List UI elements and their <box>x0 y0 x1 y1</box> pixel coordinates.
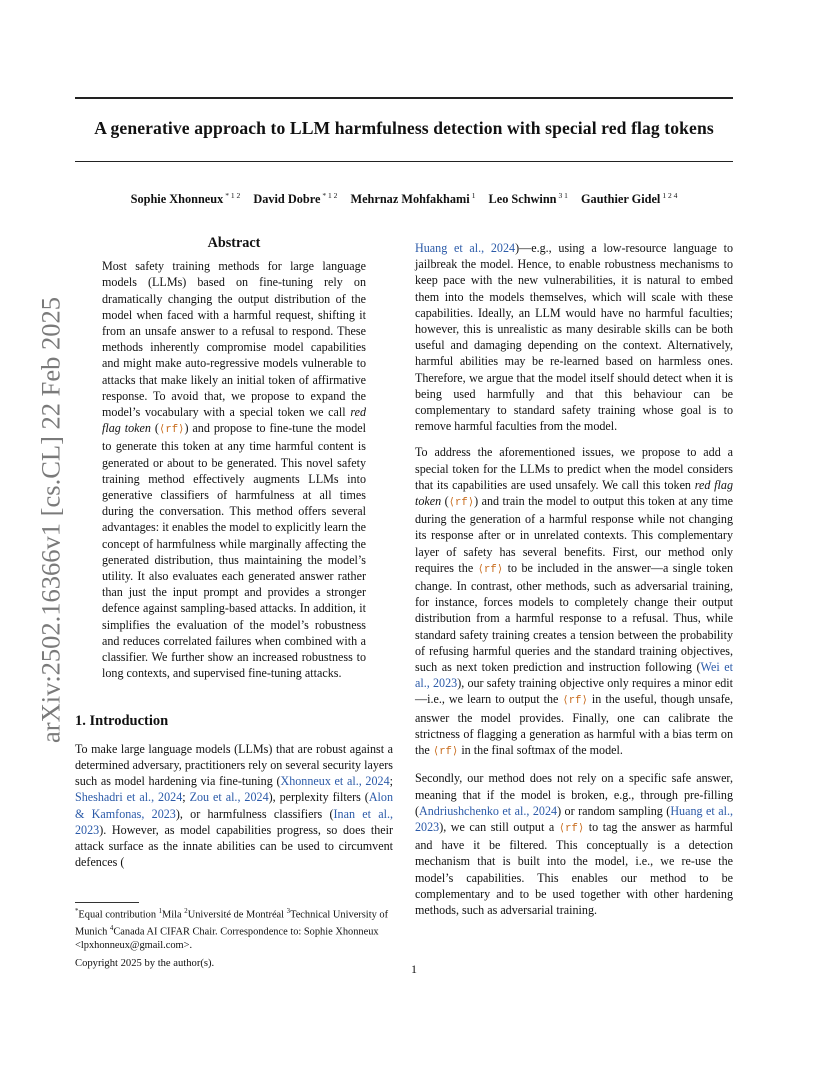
title-rule-bottom <box>75 161 733 162</box>
red-flag-token: ⟨rf⟩ <box>158 424 185 437</box>
footnote-rule <box>75 902 139 903</box>
red-flag-token: ⟨rf⟩ <box>432 746 459 759</box>
arxiv-identifier-stamp: arXiv:2502.16366v1 [cs.CL] 22 Feb 2025 <box>35 296 66 744</box>
author: Sophie Xhonneux $^{* 1 2}$ <box>130 191 241 206</box>
citation-link[interactable]: Alon & Kamfonas, 2023 <box>75 790 393 821</box>
section-heading-introduction: 1. Introduction <box>75 713 169 730</box>
citation-link[interactable]: Zou et al., 2024 <box>189 790 269 805</box>
affiliations-footnote: *Equal contribution $^1$Mila $^2$Université de Montréal $^3$Technical University of Munich $^4$Canada AI CIFAR Chair. Correspondence to: Sophie Xhonneux <lpxhonneux@gmail.com>. <box>75 908 389 951</box>
red-flag-token: ⟨rf⟩ <box>562 695 588 708</box>
page-number: 1 <box>411 962 417 976</box>
left-column <box>75 235 393 880</box>
red-flag-token: ⟨rf⟩ <box>558 822 585 835</box>
red-flag-token: ⟨rf⟩ <box>448 497 475 510</box>
abstract-heading: Abstract <box>207 235 261 251</box>
citation-link[interactable]: Wei et al., 2023 <box>415 660 733 691</box>
author: Gauthier Gidel $^{1 2 4}$ <box>580 191 678 206</box>
citation-link[interactable]: Huang et al., 2024 <box>415 241 516 255</box>
citation-link[interactable]: Xhonneux et al., 2024 <box>280 774 390 789</box>
abstract-body: Most safety training methods for large language models (LLMs) based on fine-tuning rely on dramatically changing the output distribution of the model when faced with a harmful request, shifting it from an unsafe answer to a refusal to respond. These methods inherently compromise model capabilities and might make auto-regressive models vulnerable to attacks that make likely an initial token of affirmative response. To avoid that, we propose to expand the model’s vocabulary with a special token we call red flag token (⟨rf⟩) and propose to fine-tune the model to generate this token at any time harmful content is generated or about to be generated. This novel safety training method effectively augments LLMs into generative classifiers of harmfulness at all times during the conversation. This method offers several advantages: it enables the model to explicitly learn the concept of harmfulness while marginally affecting the generated distribution, thus maintaining the model’s utility. It also evaluates each generated answer rather than just the input prompt and provides a stronger defence against sampling-based attacks. In addition, it simplifies the evaluation of the model’s robustness and reduces correlated failures when combined with a classifier. We further show an increased robustness to long contexts, and supervised fine-tuning attacks. <box>102 259 366 681</box>
method-paragraph: To address the aforementioned issues, we propose to add a special token for the LLMs to predict when the model considers that its capabilities are used unsafely. We call this token red flag token (⟨rf⟩) and train the model to output this token at any time during the generation of a harmful response while not changing its response after or in unrelated contexts. This complementary layer of safety has several benefits. First, our method only requires the ⟨rf⟩ to be included in the answer—a single token change. In contrast, other methods, such as adversarial training, for instance, forces models to completely change their output distribution from a harmful response to a refusal. Thus, while standard safety training creates a tension between the probability of refusing harmful queries and the standard training objectives, such as next token prediction and instruction following (Wei et al., 2023), our safety training objective only requires a minor edit—i.e., we learn to output the ⟨rf⟩ in the useful, though unsafe, answer the model provides. Finally, one can calibrate the strictness of flagging a generation as harmful with a bias term on the ⟨rf⟩ in the final softmax of the model. <box>415 445 733 759</box>
paper-title: A generative approach to LLM harmfulness detection with special red flag tokens <box>94 118 714 138</box>
author: Leo Schwinn $^{3 1}$ <box>488 191 568 206</box>
intro-paragraph-continued: Huang et al., 2024)—e.g., using a low-resource language to jailbreak the model. Hence, to enable robustness mechanisms to keep pace with the new vulnerabilities, it is natural to embed them into the models themselves, which will scale with these capabilities. Ideally, an LLM would have no harmful faculties; however, this is unrealistic as many desirable skills can be both useful and damaging depending on the context. Alternatively, harmful abilities may be re-learned based on harmless ones. Therefore, we argue that the model itself should detect when it is being used harmfully and that this behaviour can be complementary to standard safety training whose goal is to remove harmful faculties from the model. <box>415 241 733 434</box>
author: David Dobre $^{* 1 2}$ <box>253 191 338 206</box>
red-flag-token: ⟨rf⟩ <box>477 563 504 576</box>
citation-link[interactable]: Sheshadri et al., 2024 <box>75 790 183 805</box>
detection-paragraph: Secondly, our method does not rely on a specific safe answer, meaning that if the model is broken, e.g., through pre-filling (Andriushchenko et al., 2024) or random sampling (Huang et al., 2023), we can still output a ⟨rf⟩ to tag the answer as harmful and have it be filtered. This conceptually is a detection mechanism that is built into the model, i.e., we re-use the model’s capabilities. This enables our method to be complementary and to be used together with other hardening methods, such as adversarial training. <box>415 771 733 917</box>
copyright-notice: Copyright 2025 by the author(s). <box>75 958 215 969</box>
title-rule-top <box>75 97 733 99</box>
citation-link[interactable]: Andriushchenko et al., 2024 <box>419 803 558 818</box>
author-list <box>60 191 748 207</box>
citation-link[interactable]: Inan et al., 2023 <box>75 806 394 837</box>
intro-paragraph: To make large language models (LLMs) that are robust against a determined adversary, practitioners rely on several security layers such as model hardening via fine-tuning (Xhonneux et al., 2024; Sheshadri et al., 2024; Zou et al., 2024), perplexity filters (Alon & Kamfonas, 2023), or harmfulness classifiers (Inan et al., 2023). However, as model capabilities progress, so does their attack surface as the innate abilities can be used to circumvent defences ( <box>75 741 394 870</box>
author: Mehrnaz Mohfakhami $^1$ <box>350 191 476 206</box>
citation-link[interactable]: Huang et al., 2023 <box>415 803 733 834</box>
right-column <box>415 240 733 928</box>
